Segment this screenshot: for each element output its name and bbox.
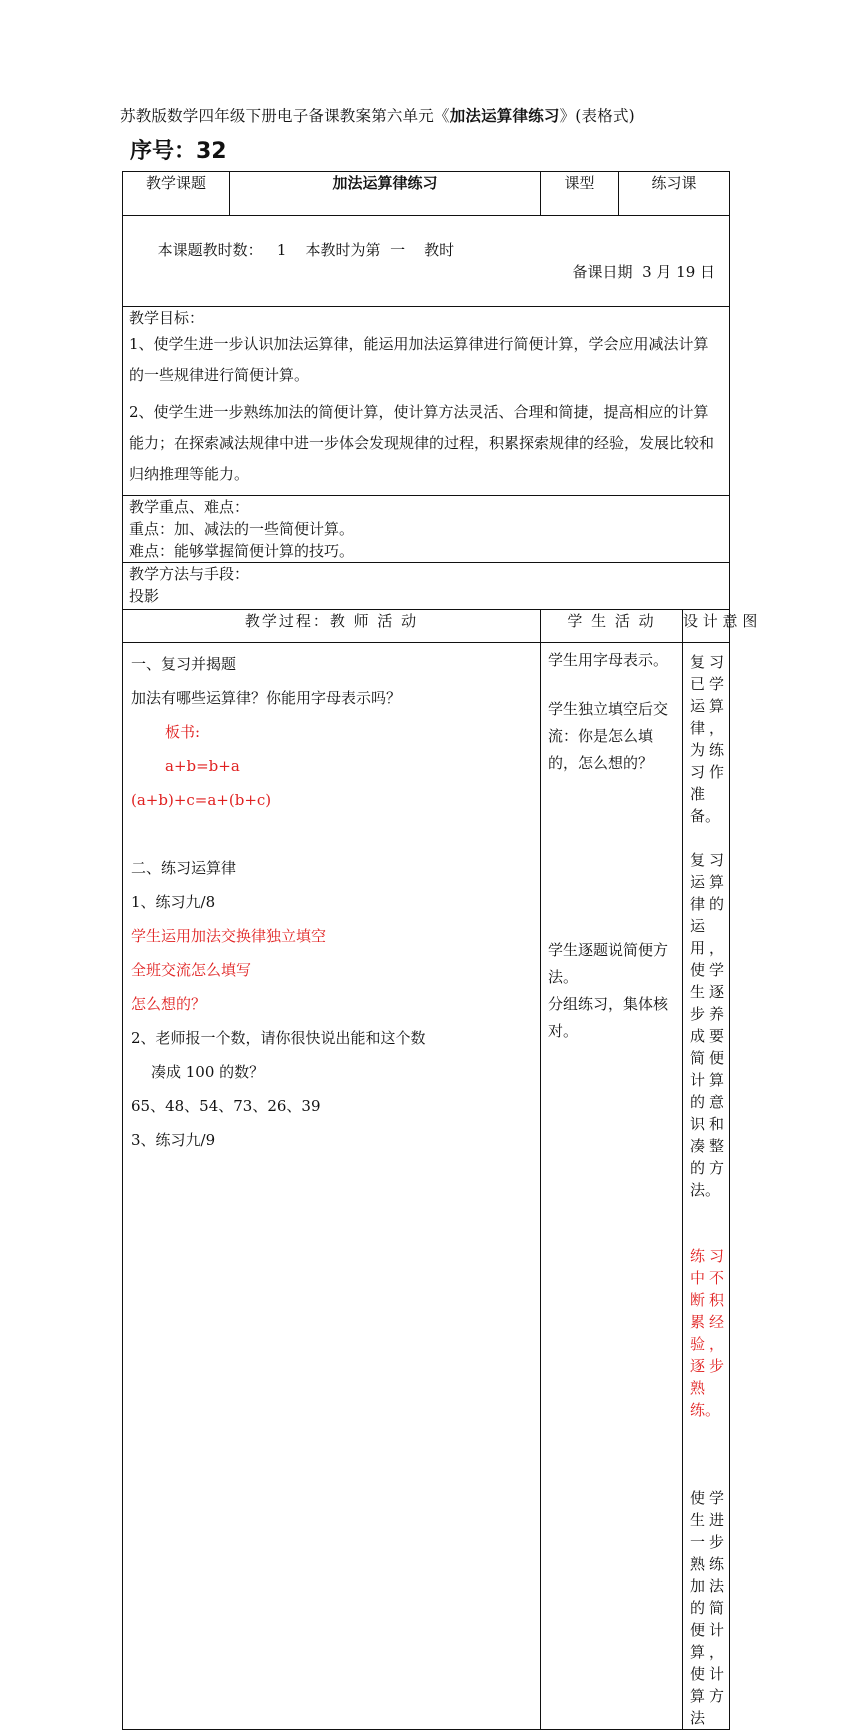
formula-commutative: a+b=b+a (165, 757, 240, 775)
goal-item-2: 2、使学生进一步熟练加法的简便计算，使计算方法灵活、合理和简捷，提高相应的计算能力；在探索减法规律中进一步体会发现规律的过程，积累探索规律的经验，发展比较和归纳推理等能力。 (129, 403, 715, 483)
document-title-prefix: 苏教版数学四年级下册电子备课教案第六单元《 (120, 107, 450, 125)
student-answer-1: 学生用字母表示。 (548, 651, 669, 669)
design-note-2: 复习运算律的运用，使学生逐步养成要简便计算的意识和凑整的方法。 (690, 851, 725, 1199)
document-title-suffix: 》(表格式) (559, 107, 635, 125)
exercise-1-step-3: 怎么想的？ (131, 995, 207, 1013)
student-activity-cell (541, 643, 683, 1730)
header-row (123, 172, 730, 216)
design-intent-header: 设 计 意 图 (683, 610, 730, 643)
section-1-title: 一、复习并揭题 (131, 655, 237, 673)
section-1-question: 加法有哪些运算律？你能用字母表示吗？ (131, 689, 402, 707)
teacher-activity-header: 教学过程：教 师 活 动 (123, 610, 541, 643)
key-points-title: 教学重点、难点： (129, 498, 250, 516)
exercise-1: 1、练习九/8 (131, 893, 216, 911)
number-list: 65、48、54、73、26、39 (131, 1097, 321, 1115)
exercise-1-step-2: 全班交流怎么填写 (131, 961, 252, 979)
exercise-1-step-1: 学生运用加法交换律独立填空 (131, 927, 327, 945)
section-2-title: 二、练习运算律 (131, 859, 237, 877)
topic-label: 教学课题 (123, 172, 230, 216)
hours-text: 本课题教时数： 1 本教时为第 一 教时 (157, 240, 455, 259)
design-note-3: 练习中不断积累经验，逐步熟练。 (690, 1247, 725, 1419)
goal-item-1: 1、使学生进一步认识加法运算律，能运用加法运算律进行简便计算，学会应用减法计算的一些规律进行简便计算。 (129, 335, 709, 384)
design-note-4: 使学生进一步熟练加法的简便计算，使计算方法 (690, 1489, 725, 1727)
process-header-row (123, 610, 730, 643)
prep-date: 备课日期 3 月 19 日 (572, 263, 716, 281)
design-note-1: 复习已学运算律，为练习作准备。 (690, 653, 725, 825)
student-answer-3: 学生逐题说简便方法。 (548, 941, 669, 986)
board-label: 板书: (165, 723, 201, 741)
goals-title: 教学目标： (129, 309, 205, 327)
methods-row (123, 563, 730, 610)
design-intent-cell (683, 643, 730, 1730)
key-point: 重点：加、减法的一些简便计算。 (129, 520, 355, 538)
exercise-2: 2、老师报一个数，请你很快说出能和这个数 (131, 1029, 426, 1047)
type-label: 课型 (541, 172, 619, 216)
topic-value: 加法运算律练习 (230, 172, 541, 216)
key-points-row (123, 496, 730, 563)
methods-title: 教学方法与手段： (129, 565, 250, 583)
document-title (120, 104, 760, 126)
student-answer-2: 学生独立填空后交流：你是怎么填的，怎么想的？ (548, 700, 669, 772)
type-value: 练习课 (619, 172, 730, 216)
process-body-row (123, 643, 730, 1730)
teacher-activity-cell (123, 643, 541, 1730)
student-activity-header: 学 生 活 动 (541, 610, 683, 643)
lesson-plan-table (122, 171, 758, 1730)
exercise-2-cont: 凑成 100 的数？ (151, 1063, 265, 1081)
difficult-point: 难点：能够掌握简便计算的技巧。 (129, 542, 355, 560)
methods-content: 投影 (129, 587, 160, 605)
formula-associative: (a+b)+c=a+(b+c) (131, 791, 272, 809)
student-answer-4: 分组练习，集体核对。 (548, 995, 669, 1040)
serial-number: 序号：32 (130, 139, 227, 164)
goals-row (123, 307, 730, 496)
document-title-lesson: 加法运算律练习 (449, 106, 560, 125)
hours-row (123, 216, 730, 307)
exercise-3: 3、练习九/9 (131, 1131, 216, 1149)
